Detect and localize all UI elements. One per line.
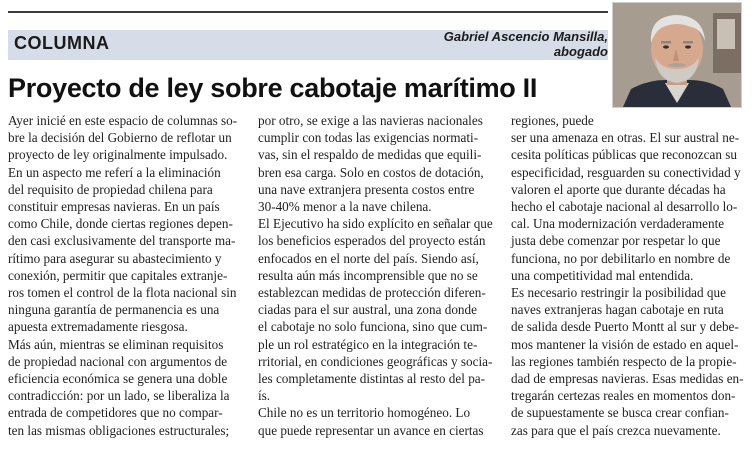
article-text-line: cal. Una modernización verdaderamente [511, 216, 725, 232]
author-name: Gabriel Ascencio Mansilla, [443, 29, 608, 44]
article-text-line: naves extranjeras hagan cabotaje en ruta [511, 302, 724, 318]
article-text-line: bre la decisión del Gobierno de reflotar un [8, 130, 232, 146]
article-text-line: especificidad, resguarden su conectividad y [511, 164, 741, 180]
author-photo [612, 2, 742, 108]
article-text-line: eficiencia económica se genera una doble [8, 371, 228, 387]
article-text-line: que puede representar un avance en ciertas [258, 422, 484, 438]
headline: Proyecto de ley sobre cabotaje marítimo II [8, 73, 538, 103]
article-text-line: ís. [258, 388, 271, 404]
article-text-line: mos mantener la visión de estado en aquel- [511, 336, 739, 352]
article-text-line: ciadas para el sur austral, una zona donde [258, 302, 477, 318]
article-text-line: una nave extranjera presenta costos entre [258, 181, 475, 197]
article-text-line: En un aspecto me referí a la eliminación [8, 164, 221, 180]
article-text-line: contradicción: por un lado, se liberaliza la [8, 388, 230, 404]
section-label: COLUMNA [14, 33, 110, 53]
article-text-line: zas para que el país crezca nuevamente. [511, 422, 721, 438]
article-text-line: les completamente distintas al resto del pa- [258, 371, 486, 387]
article-text-line: una competitividad mal entendida. [511, 267, 694, 283]
article-text-line: Chile no es un territorio homogéneo. Lo [258, 405, 471, 421]
article-text-line: resulta aún más incomprensible que no se [258, 267, 478, 283]
article-text-line: bren esa carga. Solo en costos de dotación, [258, 164, 484, 180]
article-text-line: de salida desde Puerto Montt al sur y debe- [511, 319, 739, 335]
article-text-line: el cabotaje no solo funciona, sino que cum- [258, 319, 488, 335]
article-column-2 [258, 112, 498, 439]
article-text-line: ninguna garantía de permanencia es una [8, 302, 220, 318]
article-text-line: valoren el aporte que durante décadas ha [511, 181, 726, 197]
article-text-line: den casi exclusivamente del transporte ma- [8, 233, 236, 249]
article-text-line: proyecto de ley originalmente impulsado. [8, 147, 228, 163]
article-text-line: Es necesario restringir la posibilidad que [511, 285, 726, 301]
article-column-3 [511, 112, 747, 439]
article-text-line: dad de empresas navieras. Esas medidas en- [511, 371, 744, 387]
article-text-line: ple un rol estratégico en la integración te- [258, 336, 478, 352]
article-text-line: 30-40% menor a la nave chilena. [258, 199, 432, 215]
author-portrait-icon [613, 3, 741, 107]
article-text-line: rítimo para asegurar su abastecimiento y [8, 250, 222, 266]
article-text-line: los beneficios esperados del proyecto están [258, 233, 486, 249]
article-column-1 [8, 112, 244, 439]
article-text-line: rritorial, en condiciones geográficas y socia- [258, 353, 493, 369]
top-rule [8, 11, 608, 13]
article-text-line: apuesta extremadamente riesgosa. [8, 319, 188, 335]
article-text-line: tregarán certezas reales en momentos don- [511, 388, 736, 404]
article-text-line: justa debe comenzar por respetar lo que [511, 233, 721, 249]
article-text-line: enfocados en el norte del país. Siendo así, [258, 250, 479, 266]
article-text-line: hecho el cabotaje nacional al desarrollo lo- [511, 199, 738, 215]
article-text-line: del requisito de propiedad chilena para [8, 181, 213, 197]
article-text-line: conexión, permitir que capitales extranje- [8, 267, 228, 283]
article-text-line: entrada de competidores que no compar- [8, 405, 223, 421]
article-text-line: ten las mismas obligaciones estructurales; [8, 422, 230, 438]
article-text-line: cumplir con todas las exigencias normati- [258, 130, 479, 146]
article-text-line: por otro, se exige a las navieras nacionales [258, 113, 483, 128]
article-text-line: como Chile, donde ciertas regiones depen- [8, 216, 233, 232]
article-text-line: vas, sin el respaldo de medidas que equili- [258, 147, 482, 163]
article-text-line: regiones, puede [511, 113, 594, 128]
author-byline [444, 29, 608, 59]
article-text-line: El Ejecutivo ha sido explícito en señalar que [258, 216, 493, 232]
article-text-line: constituir empresas navieras. En un país [8, 199, 220, 215]
article-text-line: Más aún, mientras se eliminan requisitos [8, 336, 224, 352]
author-role: abogado [553, 44, 608, 59]
article-text-line: de supuestamente se busca crear confian- [511, 405, 729, 421]
article-text-line: cesita políticas públicas que reconozcan su [511, 147, 737, 163]
article-text-line: las regiones también respecto de la propie- [511, 353, 737, 369]
article-text-line: ser una amenaza en otras. El sur austral ne- [511, 130, 740, 146]
article-text-line: de propiedad nacional con argumentos de [8, 353, 228, 369]
article-text-line: funciona, no por debilitarlo en nombre de [511, 250, 731, 266]
article-text-line: Ayer inicié en este espacio de columnas so- [8, 113, 238, 128]
article-text-line: establezcan medidas de protección diferen- [258, 285, 486, 301]
article-text-line: ros tomen el control de la flota nacional sin [8, 285, 237, 301]
